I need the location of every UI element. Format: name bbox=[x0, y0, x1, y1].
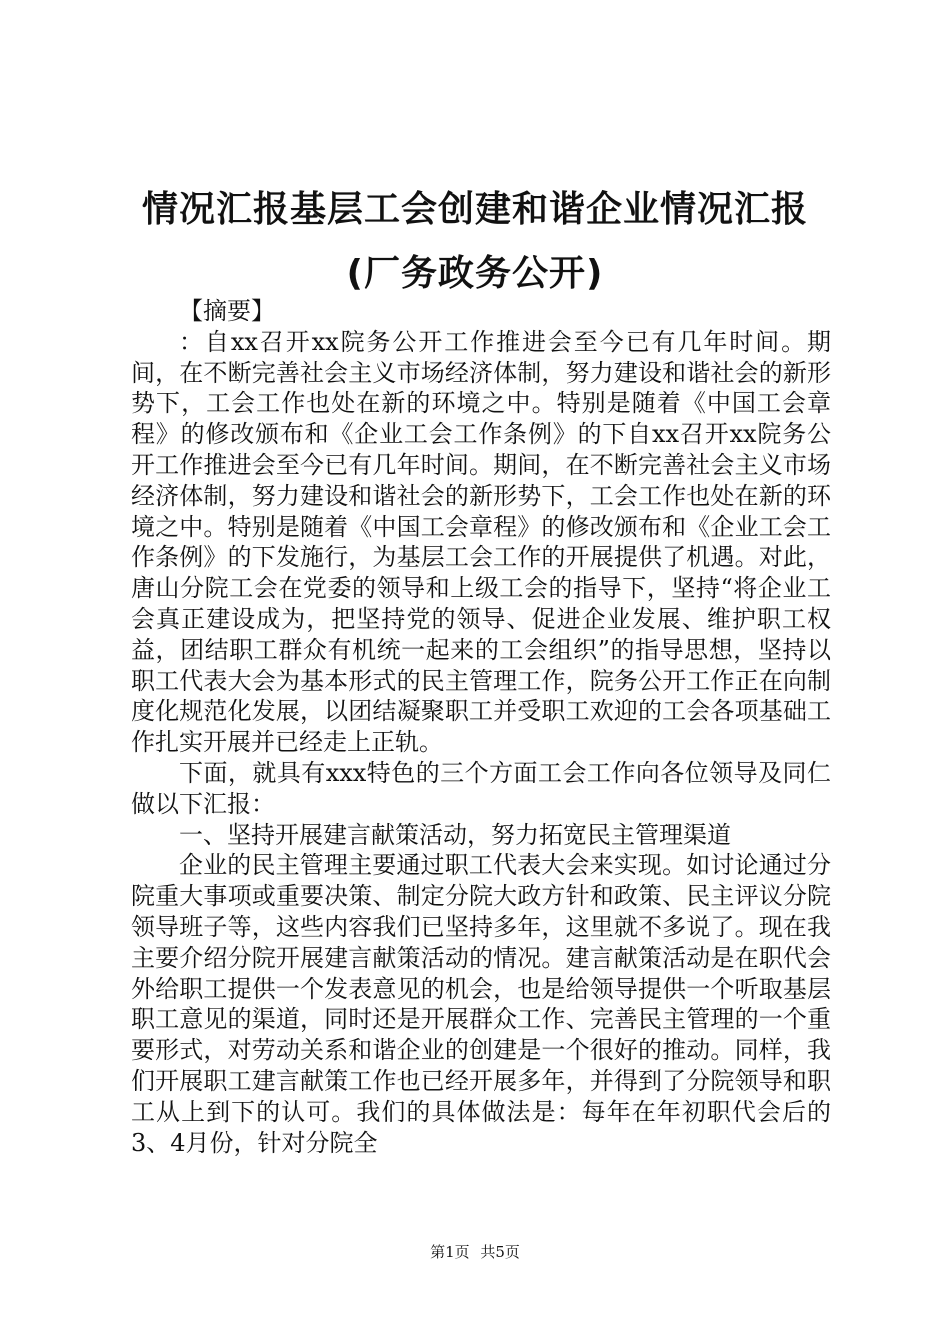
document-title: 情况汇报基层工会创建和谐企业情况汇报(厂务政务公开) bbox=[141, 189, 808, 294]
paragraph-section-1: 企业的民主管理主要通过职工代表大会来实现。如讨论通过分院重大事项或重要决策、制定分院大政方针和政策、民主评议分院领导班子等，这些内容我们已坚持多年，这里就不多说了。现在我主要介绍分院开展建言献策活动的情况。建言献策活动是在职代会外给职工提供一个发表意见的机会，也是给领导提供一个听取基层职工意见的渠道，同时还是开展群众工作、完善民主管理的一个重要形式，对劳动关系和谐企业的创建是一个很好的推动。同样，我们开展职工建言献策工作也已经开展多年，并得到了分院领导和职工从上到下的认可。我们的具体做法是：每年在年初职代会后的3、4月份，针对分院全 bbox=[131, 851, 831, 1157]
paragraph-abstract: ：自xx召开xx院务公开工作推进会至今已有几年时间。期间，在不断完善社会主义市场经济体制，努力建设和谐社会的新形势下，工会工作也处在新的环境之中。特别是随着《中国工会章程》的修改颁布和《企业工会工作条例》的下自xx召开xx院务公开工作推进会至今已有几年时间。期间，在不断完善社会主义市场经济体制，努力建设和谐社会的新形势下，工会工作也处在新的环境之中。特别是随着《中国工会章程》的修改颁布和《企业工会工作条例》的下发施行，为基层工会工作的开展提供了机遇。对此，唐山分院工会在党委的领导和上级工会的指导下，坚持“将企业工会真正建设成为，把坚持党的领导、促进企业发展、维护职工权益，团结职工群众有机统一起来的工会组织”的指导思想，坚持以职工代表大会为基本形式的民主管理工作，院务公开工作正在向制度化规范化发展，以团结凝聚职工并受职工欢迎的工会各项基础工作扎实开展并已经走上正轨。 bbox=[131, 327, 831, 757]
paragraph-intro: 下面，就具有xxx特色的三个方面工会工作向各位领导及同仁做以下汇报： bbox=[131, 758, 831, 818]
page-number: 第1页 bbox=[430, 1243, 470, 1261]
page-footer bbox=[0, 1242, 950, 1262]
abstract-label: 【摘要】 bbox=[179, 297, 275, 325]
section-heading-1: 一、坚持开展建言献策活动，努力拓宽民主管理渠道 bbox=[179, 820, 731, 849]
document-body bbox=[131, 296, 831, 1158]
page-total: 共5页 bbox=[480, 1243, 520, 1261]
